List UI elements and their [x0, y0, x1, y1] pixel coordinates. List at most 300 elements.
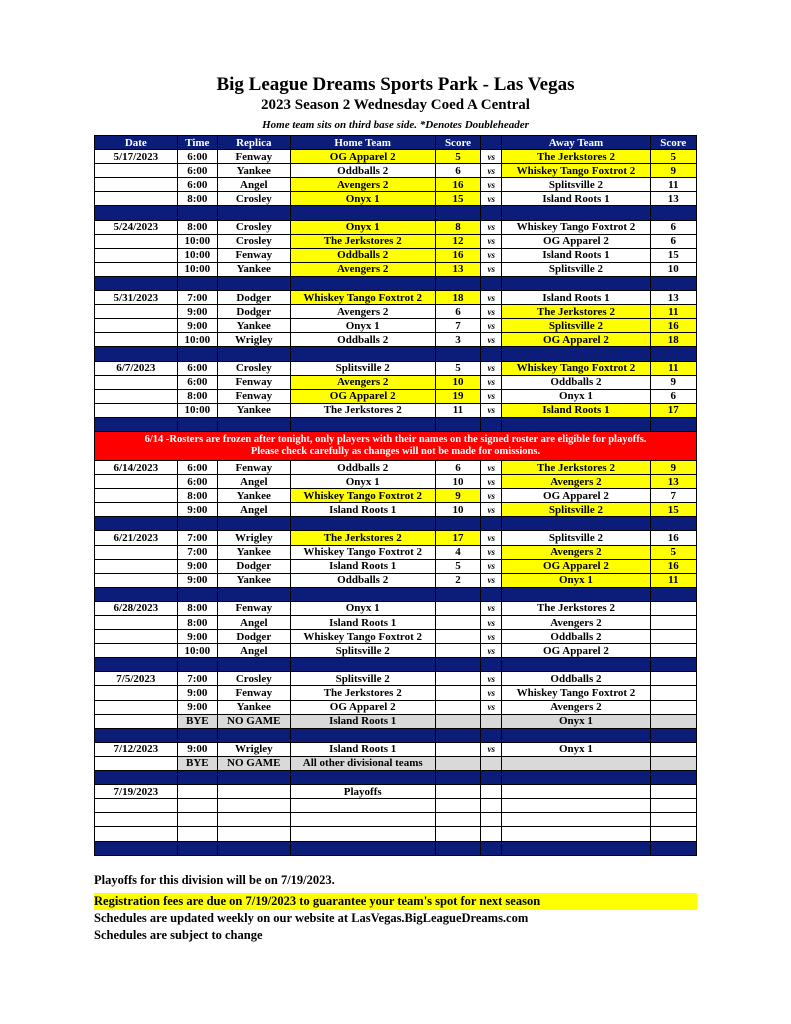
away-team-cell: Island Roots 1 [502, 248, 650, 262]
away-score-cell [650, 813, 696, 827]
schedule-table [94, 135, 697, 856]
away-team-cell: Whiskey Tango Foxtrot 2 [502, 361, 650, 375]
week-separator-row [95, 728, 697, 742]
away-score-cell: 18 [650, 333, 696, 347]
home-score-cell: 6 [435, 164, 480, 178]
home-score-cell: 10 [435, 503, 480, 517]
replica-cell: Yankee [218, 262, 291, 276]
time-cell: BYE [177, 756, 217, 770]
separator-cell [650, 276, 696, 290]
away-score-cell: 11 [650, 361, 696, 375]
time-cell: 9:00 [177, 630, 217, 644]
separator-cell [290, 841, 435, 855]
away-score-cell: 5 [650, 150, 696, 164]
vs-cell: vs [481, 700, 502, 714]
game-row [95, 150, 697, 164]
game-row [95, 742, 697, 756]
date-cell [95, 644, 178, 658]
separator-cell [218, 771, 291, 785]
col-header-home-score: Score [435, 136, 480, 150]
separator-cell [218, 276, 291, 290]
time-cell [177, 799, 217, 813]
away-team-cell [502, 785, 650, 799]
vs-cell: vs [481, 150, 502, 164]
separator-cell [650, 417, 696, 431]
away-score-cell [650, 799, 696, 813]
home-score-cell [435, 799, 480, 813]
game-row [95, 616, 697, 630]
game-row [95, 375, 697, 389]
vs-cell: vs [481, 545, 502, 559]
game-row [95, 262, 697, 276]
game-row [95, 305, 697, 319]
date-cell [95, 475, 178, 489]
time-cell: 8:00 [177, 489, 217, 503]
time-cell: 6:00 [177, 361, 217, 375]
separator-cell [290, 276, 435, 290]
away-score-cell: 10 [650, 262, 696, 276]
replica-cell: Fenway [218, 150, 291, 164]
home-score-cell [435, 630, 480, 644]
replica-cell: Dodger [218, 305, 291, 319]
separator-cell [481, 417, 502, 431]
replica-cell: NO GAME [218, 756, 291, 770]
home-score-cell: 5 [435, 150, 480, 164]
vs-cell [481, 756, 502, 770]
separator-cell [95, 206, 178, 220]
game-row [95, 700, 697, 714]
date-cell [95, 248, 178, 262]
home-team-cell: All other divisional teams [290, 756, 435, 770]
date-cell [95, 714, 178, 728]
game-row [95, 531, 697, 545]
replica-cell: Dodger [218, 559, 291, 573]
vs-cell [481, 714, 502, 728]
date-cell [95, 489, 178, 503]
home-team-cell: Onyx 1 [290, 601, 435, 615]
date-cell [95, 616, 178, 630]
separator-cell [177, 276, 217, 290]
replica-cell: Angel [218, 475, 291, 489]
vs-cell: vs [481, 601, 502, 615]
time-cell: 8:00 [177, 192, 217, 206]
date-cell [95, 305, 178, 319]
game-row [95, 220, 697, 234]
home-score-cell: 6 [435, 460, 480, 474]
away-team-cell: Avengers 2 [502, 475, 650, 489]
away-team-cell: Whiskey Tango Foxtrot 2 [502, 686, 650, 700]
separator-cell [481, 206, 502, 220]
date-cell: 6/28/2023 [95, 601, 178, 615]
separator-cell [481, 728, 502, 742]
separator-cell [218, 517, 291, 531]
away-team-cell: Splitsville 2 [502, 319, 650, 333]
home-team-cell: Splitsville 2 [290, 644, 435, 658]
away-team-cell: Avengers 2 [502, 545, 650, 559]
away-team-cell: Onyx 1 [502, 714, 650, 728]
bye-row [95, 756, 697, 770]
away-team-cell: Whiskey Tango Foxtrot 2 [502, 220, 650, 234]
away-team-cell: OG Apparel 2 [502, 559, 650, 573]
away-team-cell: The Jerkstores 2 [502, 305, 650, 319]
away-team-cell: The Jerkstores 2 [502, 150, 650, 164]
separator-cell [481, 587, 502, 601]
week-separator-row [95, 417, 697, 431]
week-separator-row [95, 206, 697, 220]
away-score-cell: 6 [650, 389, 696, 403]
vs-cell [481, 785, 502, 799]
col-header-date: Date [95, 136, 178, 150]
away-team-cell: Onyx 1 [502, 573, 650, 587]
home-score-cell: 4 [435, 545, 480, 559]
replica-cell: Yankee [218, 164, 291, 178]
date-cell [95, 375, 178, 389]
replica-cell: Fenway [218, 389, 291, 403]
replica-cell: Wrigley [218, 333, 291, 347]
separator-cell [502, 841, 650, 855]
date-cell [95, 700, 178, 714]
time-cell [177, 785, 217, 799]
separator-cell [502, 587, 650, 601]
separator-cell [177, 587, 217, 601]
separator-cell [650, 347, 696, 361]
separator-cell [95, 417, 178, 431]
away-score-cell [650, 827, 696, 841]
time-cell: 7:00 [177, 545, 217, 559]
home-team-cell: Splitsville 2 [290, 672, 435, 686]
time-cell: 7:00 [177, 531, 217, 545]
home-score-cell: 13 [435, 262, 480, 276]
replica-cell: Dodger [218, 630, 291, 644]
home-team-cell: Onyx 1 [290, 319, 435, 333]
away-score-cell [650, 700, 696, 714]
home-score-cell: 16 [435, 248, 480, 262]
vs-cell: vs [481, 375, 502, 389]
vs-cell: vs [481, 291, 502, 305]
home-team-cell: Onyx 1 [290, 475, 435, 489]
game-row [95, 460, 697, 474]
separator-cell [95, 728, 178, 742]
replica-cell [218, 799, 291, 813]
away-team-cell: Splitsville 2 [502, 178, 650, 192]
home-team-cell: Avengers 2 [290, 262, 435, 276]
separator-cell [481, 841, 502, 855]
replica-cell: Yankee [218, 545, 291, 559]
time-cell: 6:00 [177, 150, 217, 164]
separator-cell [481, 771, 502, 785]
replica-cell: Wrigley [218, 742, 291, 756]
home-team-cell: Avengers 2 [290, 305, 435, 319]
separator-cell [650, 771, 696, 785]
separator-cell [435, 658, 480, 672]
home-team-cell: Island Roots 1 [290, 714, 435, 728]
home-team-cell: Avengers 2 [290, 375, 435, 389]
replica-cell: Yankee [218, 700, 291, 714]
home-score-cell: 18 [435, 291, 480, 305]
vs-cell: vs [481, 192, 502, 206]
game-row [95, 545, 697, 559]
time-cell: 9:00 [177, 319, 217, 333]
away-score-cell: 11 [650, 305, 696, 319]
vs-cell: vs [481, 262, 502, 276]
vs-cell: vs [481, 672, 502, 686]
separator-cell [290, 771, 435, 785]
time-cell: 8:00 [177, 616, 217, 630]
away-score-cell: 13 [650, 192, 696, 206]
away-score-cell: 6 [650, 234, 696, 248]
home-team-cell: Onyx 1 [290, 220, 435, 234]
separator-cell [177, 728, 217, 742]
vs-cell: vs [481, 305, 502, 319]
home-score-cell: 11 [435, 403, 480, 417]
roster-notice-row [95, 431, 697, 460]
replica-cell: Angel [218, 503, 291, 517]
separator-cell [95, 347, 178, 361]
vs-cell: vs [481, 616, 502, 630]
week-separator-row [95, 841, 697, 855]
home-score-cell: 17 [435, 531, 480, 545]
date-cell [95, 813, 178, 827]
vs-cell: vs [481, 403, 502, 417]
away-score-cell: 17 [650, 403, 696, 417]
away-score-cell: 15 [650, 248, 696, 262]
home-team-cell [290, 799, 435, 813]
home-team-cell: Onyx 1 [290, 192, 435, 206]
home-score-cell: 10 [435, 475, 480, 489]
separator-cell [177, 517, 217, 531]
separator-cell [218, 728, 291, 742]
away-team-cell: Oddballs 2 [502, 672, 650, 686]
replica-cell: Crosley [218, 220, 291, 234]
home-score-cell: 2 [435, 573, 480, 587]
away-team-cell: Island Roots 1 [502, 192, 650, 206]
away-team-cell [502, 799, 650, 813]
home-score-cell [435, 756, 480, 770]
separator-cell [481, 517, 502, 531]
replica-cell: Angel [218, 178, 291, 192]
game-row [95, 489, 697, 503]
roster-notice-line2: Please check carefully as changes will not be made for omissions. [250, 445, 541, 457]
replica-cell: Fenway [218, 601, 291, 615]
away-team-cell [502, 756, 650, 770]
game-row [95, 403, 697, 417]
roster-notice [95, 431, 697, 460]
home-team-cell: The Jerkstores 2 [290, 403, 435, 417]
away-team-cell: Splitsville 2 [502, 503, 650, 517]
home-score-cell [435, 813, 480, 827]
date-cell [95, 164, 178, 178]
replica-cell: Crosley [218, 672, 291, 686]
game-row [95, 503, 697, 517]
home-team-cell [290, 813, 435, 827]
date-cell: 6/7/2023 [95, 361, 178, 375]
week-separator-row [95, 276, 697, 290]
page-subtitle: 2023 Season 2 Wednesday Coed A Central [261, 97, 530, 113]
time-cell: 9:00 [177, 573, 217, 587]
away-team-cell: Avengers 2 [502, 700, 650, 714]
separator-cell [650, 841, 696, 855]
away-team-cell: OG Apparel 2 [502, 489, 650, 503]
vs-cell [481, 799, 502, 813]
vs-cell [481, 827, 502, 841]
separator-cell [650, 206, 696, 220]
bye-row [95, 714, 697, 728]
vs-cell: vs [481, 319, 502, 333]
game-row [95, 291, 697, 305]
time-cell: 8:00 [177, 220, 217, 234]
separator-cell [177, 417, 217, 431]
away-score-cell [650, 601, 696, 615]
time-cell: 10:00 [177, 234, 217, 248]
replica-cell: Angel [218, 644, 291, 658]
separator-cell [481, 276, 502, 290]
roster-notice-line1: 6/14 -Rosters are frozen after tonight, only players with their names on the signed roster are eligible for playoffs. [144, 433, 647, 445]
separator-cell [290, 347, 435, 361]
date-cell [95, 503, 178, 517]
col-header-replica: Replica [218, 136, 291, 150]
separator-cell [218, 417, 291, 431]
vs-cell: vs [481, 503, 502, 517]
time-cell: BYE [177, 714, 217, 728]
separator-cell [435, 517, 480, 531]
date-cell [95, 262, 178, 276]
away-score-cell [650, 644, 696, 658]
vs-cell: vs [481, 220, 502, 234]
date-cell: 5/24/2023 [95, 220, 178, 234]
away-score-cell: 13 [650, 475, 696, 489]
away-team-cell: Island Roots 1 [502, 291, 650, 305]
replica-cell: Yankee [218, 573, 291, 587]
replica-cell: Crosley [218, 192, 291, 206]
separator-cell [502, 206, 650, 220]
date-cell [95, 756, 178, 770]
date-cell: 7/12/2023 [95, 742, 178, 756]
date-cell [95, 686, 178, 700]
time-cell: 8:00 [177, 601, 217, 615]
game-row [95, 559, 697, 573]
home-score-cell: 12 [435, 234, 480, 248]
footer-website-note: Schedules are updated weekly on our website at LasVegas.BigLeagueDreams.com [94, 911, 529, 925]
separator-cell [177, 206, 217, 220]
replica-cell: Yankee [218, 489, 291, 503]
date-cell: 5/17/2023 [95, 150, 178, 164]
vs-cell: vs [481, 475, 502, 489]
separator-cell [502, 347, 650, 361]
away-score-cell: 16 [650, 531, 696, 545]
date-cell [95, 192, 178, 206]
vs-cell: vs [481, 573, 502, 587]
separator-cell [502, 728, 650, 742]
home-team-cell: The Jerkstores 2 [290, 686, 435, 700]
home-score-cell [435, 827, 480, 841]
home-team-cell: Island Roots 1 [290, 616, 435, 630]
replica-cell: Crosley [218, 234, 291, 248]
replica-cell: Wrigley [218, 531, 291, 545]
game-row [95, 234, 697, 248]
col-header-home-team: Home Team [290, 136, 435, 150]
home-team-cell: The Jerkstores 2 [290, 234, 435, 248]
vs-cell: vs [481, 389, 502, 403]
col-header-away-score: Score [650, 136, 696, 150]
away-team-cell: OG Apparel 2 [502, 644, 650, 658]
time-cell: 10:00 [177, 644, 217, 658]
replica-cell [218, 813, 291, 827]
game-row [95, 361, 697, 375]
date-cell [95, 389, 178, 403]
date-cell: 6/21/2023 [95, 531, 178, 545]
home-score-cell [435, 644, 480, 658]
separator-cell [502, 276, 650, 290]
home-team-cell: Playoffs [290, 785, 435, 799]
date-cell [95, 545, 178, 559]
time-cell [177, 827, 217, 841]
col-header-time: Time [177, 136, 217, 150]
away-score-cell [650, 672, 696, 686]
time-cell: 6:00 [177, 460, 217, 474]
date-cell [95, 573, 178, 587]
time-cell: 6:00 [177, 164, 217, 178]
col-header-away-team: Away Team [502, 136, 650, 150]
home-team-cell [290, 827, 435, 841]
game-row [95, 644, 697, 658]
date-cell [95, 319, 178, 333]
date-cell [95, 559, 178, 573]
time-cell: 8:00 [177, 389, 217, 403]
time-cell: 6:00 [177, 178, 217, 192]
separator-cell [290, 658, 435, 672]
home-team-cell: Whiskey Tango Foxtrot 2 [290, 545, 435, 559]
page-title: Big League Dreams Sports Park - Las Vegas [216, 74, 575, 95]
separator-cell [218, 841, 291, 855]
separator-cell [218, 347, 291, 361]
home-team-cell: Island Roots 1 [290, 742, 435, 756]
separator-cell [435, 587, 480, 601]
home-score-cell: 15 [435, 192, 480, 206]
time-cell: 6:00 [177, 475, 217, 489]
separator-cell [650, 587, 696, 601]
separator-cell [95, 771, 178, 785]
away-team-cell [502, 827, 650, 841]
home-score-cell [435, 714, 480, 728]
away-team-cell: The Jerkstores 2 [502, 460, 650, 474]
away-score-cell [650, 630, 696, 644]
game-row [95, 630, 697, 644]
away-team-cell: The Jerkstores 2 [502, 601, 650, 615]
away-score-cell [650, 742, 696, 756]
vs-cell: vs [481, 489, 502, 503]
game-row [95, 799, 697, 813]
time-cell: 9:00 [177, 742, 217, 756]
separator-cell [177, 771, 217, 785]
date-cell [95, 234, 178, 248]
game-row [95, 813, 697, 827]
separator-cell [177, 347, 217, 361]
date-cell: 7/5/2023 [95, 672, 178, 686]
separator-cell [650, 728, 696, 742]
separator-cell [435, 841, 480, 855]
away-team-cell: Island Roots 1 [502, 403, 650, 417]
col-header-vs [481, 136, 502, 150]
separator-cell [502, 658, 650, 672]
date-cell: 5/31/2023 [95, 291, 178, 305]
home-team-cell: Oddballs 2 [290, 164, 435, 178]
game-row [95, 601, 697, 615]
home-team-cell: OG Apparel 2 [290, 150, 435, 164]
separator-cell [435, 276, 480, 290]
replica-cell: Crosley [218, 361, 291, 375]
separator-cell [95, 841, 178, 855]
home-team-cell: Oddballs 2 [290, 333, 435, 347]
